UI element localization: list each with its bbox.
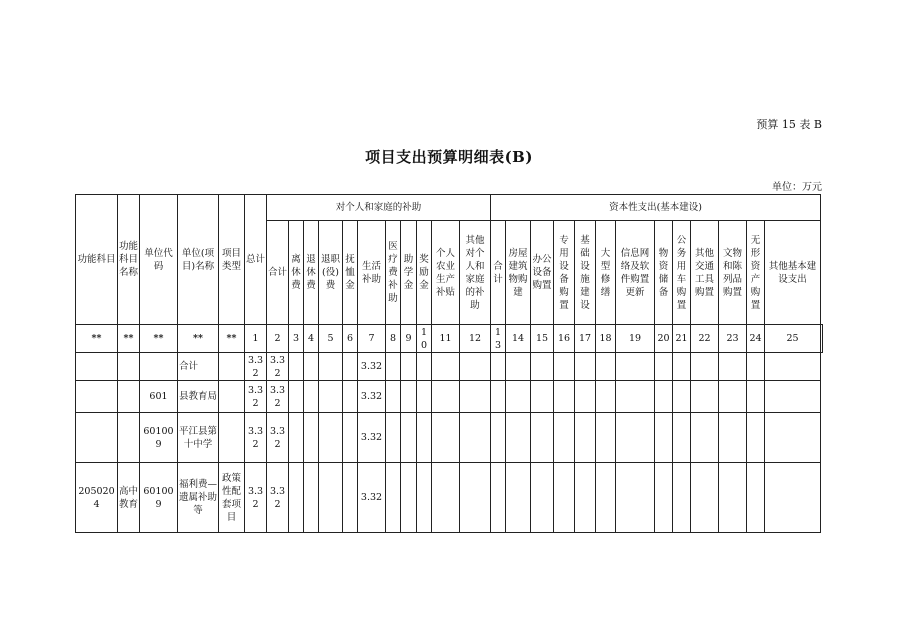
header-personal-total: 合计 xyxy=(267,221,289,325)
personal-total-cell: 3.32 xyxy=(267,381,289,413)
unit-name-cell: 县教育局 xyxy=(178,381,219,413)
header-func-subject-name: 功能科目名称 xyxy=(118,195,140,325)
number-cell: 22 xyxy=(691,325,719,353)
column-number-row xyxy=(76,325,823,353)
func-subject-name-cell xyxy=(118,381,140,413)
number-cell: 1 xyxy=(245,325,267,353)
header-unit-name: 单位(项目)名称 xyxy=(178,195,219,325)
header-resignation: 退职(役)费 xyxy=(319,221,343,325)
number-cell: 23 xyxy=(719,325,747,353)
project-type-cell xyxy=(219,413,245,463)
header-func-subject: 功能科目 xyxy=(76,195,118,325)
number-cell: 8 xyxy=(386,325,401,353)
number-cell: 6 xyxy=(343,325,358,353)
header-official-car: 公务用车购置 xyxy=(673,221,691,325)
func-subject-cell xyxy=(76,381,118,413)
number-cell: ** xyxy=(140,325,178,353)
header-agri-subsidy: 个人农业生产补贴 xyxy=(432,221,460,325)
budget-table xyxy=(75,194,823,533)
func-subject-name-cell xyxy=(118,353,140,381)
project-type-cell: 政策性配套项目 xyxy=(219,463,245,533)
header-retirement: 退休费 xyxy=(304,221,319,325)
number-cell: 4 xyxy=(304,325,319,353)
number-cell: 24 xyxy=(747,325,765,353)
form-number: 预算 15 表 B xyxy=(756,118,822,131)
number-cell: 10 xyxy=(417,325,432,353)
personal-total-cell: 3.32 xyxy=(267,353,289,381)
number-cell: 5 xyxy=(319,325,343,353)
number-cell: 18 xyxy=(596,325,616,353)
number-cell: 19 xyxy=(616,325,655,353)
number-cell: 12 xyxy=(460,325,491,353)
header-retirement-cadre: 离休费 xyxy=(289,221,304,325)
unit-name-cell: 平江县第十中学 xyxy=(178,413,219,463)
header-office-equipment: 办公设备购置 xyxy=(531,221,554,325)
unit-name-cell: 福利费—遗属补助等 xyxy=(178,463,219,533)
table-row xyxy=(76,381,823,413)
unit-code-cell: 601 xyxy=(140,381,178,413)
project-type-cell xyxy=(219,381,245,413)
table-row xyxy=(76,353,823,381)
number-cell: 9 xyxy=(401,325,417,353)
unit-code-cell xyxy=(140,353,178,381)
func-subject-name-cell xyxy=(118,413,140,463)
number-cell: 15 xyxy=(531,325,554,353)
header-project-type: 项目类型 xyxy=(219,195,245,325)
living-allowance-cell: 3.32 xyxy=(358,413,386,463)
unit-code-cell: 601009 xyxy=(140,413,178,463)
number-cell: ** xyxy=(178,325,219,353)
page-title: 项目支出预算明细表(B) xyxy=(365,148,533,166)
func-subject-cell xyxy=(76,353,118,381)
number-cell: 13 xyxy=(491,325,506,353)
unit-code-cell: 601009 xyxy=(140,463,178,533)
table-row xyxy=(76,463,823,533)
living-allowance-cell: 3.32 xyxy=(358,353,386,381)
header-total: 总计 xyxy=(245,195,267,325)
project-type-cell xyxy=(219,353,245,381)
number-cell: 7 xyxy=(358,325,386,353)
header-cultural-relics: 文物和陈列品购置 xyxy=(719,221,747,325)
number-cell: 20 xyxy=(655,325,673,353)
header-it-network: 信息网络及软件购置更新 xyxy=(616,221,655,325)
number-cell: 25 xyxy=(765,325,821,353)
living-allowance-cell: 3.32 xyxy=(358,463,386,533)
number-cell: 17 xyxy=(575,325,596,353)
unit-name-cell: 合计 xyxy=(178,353,219,381)
header-pension: 抚恤金 xyxy=(343,221,358,325)
number-cell: ** xyxy=(219,325,245,353)
personal-total-cell: 3.32 xyxy=(267,413,289,463)
header-infrastructure: 基础设施建设 xyxy=(575,221,596,325)
unit-label: 单位：万元 xyxy=(772,182,822,193)
total-cell: 3.32 xyxy=(245,463,267,533)
total-cell: 3.32 xyxy=(245,381,267,413)
header-living-allowance: 生活补助 xyxy=(358,221,386,325)
number-cell: 16 xyxy=(554,325,575,353)
number-cell: 3 xyxy=(289,325,304,353)
header-other-transport: 其他交通工具购置 xyxy=(691,221,719,325)
number-cell: 2 xyxy=(267,325,289,353)
header-intangible-assets: 无形资产购置 xyxy=(747,221,765,325)
header-student-aid: 助学金 xyxy=(401,221,417,325)
header-capital-total: 合计 xyxy=(491,221,506,325)
header-group-personal: 对个人和家庭的补助 xyxy=(267,195,491,221)
total-cell: 3.32 xyxy=(245,413,267,463)
header-building: 房屋建筑物购建 xyxy=(506,221,531,325)
number-cell: ** xyxy=(118,325,140,353)
header-reward: 奖励金 xyxy=(417,221,432,325)
number-cell xyxy=(821,325,823,353)
header-medical-allowance: 医疗费补助 xyxy=(386,221,401,325)
total-cell: 3.32 xyxy=(245,353,267,381)
func-subject-cell xyxy=(76,413,118,463)
number-cell: 21 xyxy=(673,325,691,353)
func-subject-name-cell: 高中教育 xyxy=(118,463,140,533)
header-unit-code: 单位代码 xyxy=(140,195,178,325)
number-cell: ** xyxy=(76,325,118,353)
number-cell: 11 xyxy=(432,325,460,353)
header-major-repair: 大型修缮 xyxy=(596,221,616,325)
header-material-reserve: 物资储备 xyxy=(655,221,673,325)
table-row xyxy=(76,413,823,463)
number-cell: 14 xyxy=(506,325,531,353)
header-other-personal: 其他对个人和家庭的补助 xyxy=(460,221,491,325)
header-special-equipment: 专用设备购置 xyxy=(554,221,575,325)
personal-total-cell: 3.32 xyxy=(267,463,289,533)
func-subject-cell: 2050204 xyxy=(76,463,118,533)
header-group-capital: 资本性支出(基本建设) xyxy=(491,195,821,221)
header-other-construction: 其他基本建设支出 xyxy=(765,221,821,325)
living-allowance-cell: 3.32 xyxy=(358,381,386,413)
